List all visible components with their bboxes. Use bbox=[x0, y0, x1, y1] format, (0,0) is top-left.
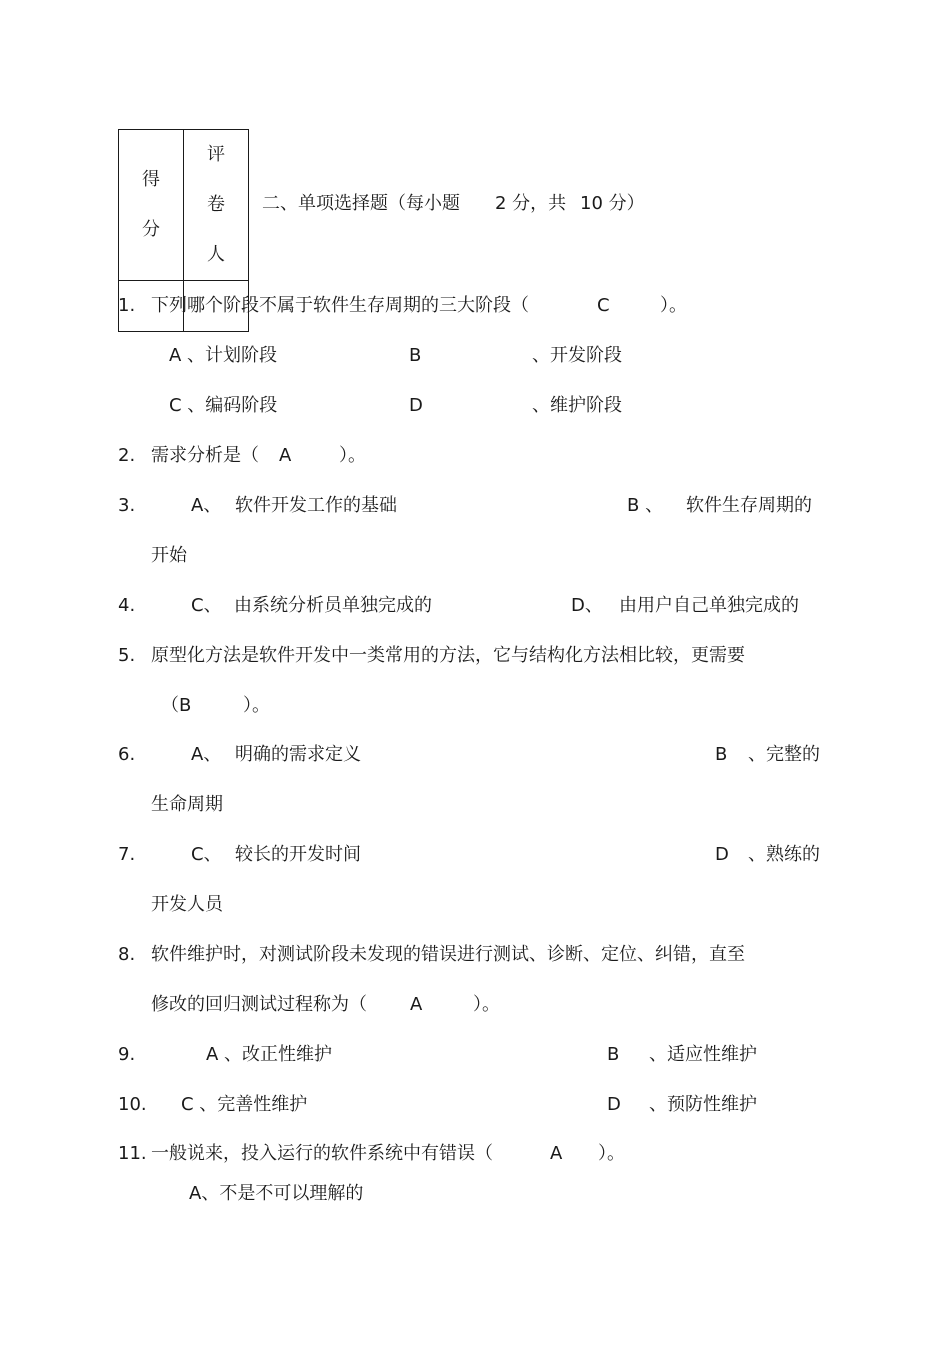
option-d-letter: D bbox=[607, 1094, 621, 1115]
question-number: 10. bbox=[118, 1094, 147, 1115]
option-b-text: 、开发阶段 bbox=[532, 345, 622, 366]
answer: （B bbox=[161, 695, 192, 716]
option-d-letter: D bbox=[715, 844, 729, 865]
question-number: 11. bbox=[118, 1143, 147, 1164]
option-c-text: 较长的开发时间 bbox=[235, 844, 361, 865]
section-total: 10 分） bbox=[580, 193, 645, 214]
question-text: 下列哪个阶段不属于软件生存周期的三大阶段（ bbox=[151, 295, 529, 316]
option-d-text: 、熟练的 bbox=[748, 844, 820, 865]
option-b-letter: B bbox=[607, 1044, 620, 1065]
question-number: 2. bbox=[118, 445, 136, 466]
option-d-letter: D、 bbox=[571, 595, 603, 616]
answer: A bbox=[550, 1143, 563, 1164]
option-c-text: 由系统分析员单独完成的 bbox=[234, 595, 432, 616]
option-b-text: 、完整的 bbox=[748, 744, 820, 765]
question-end: ）。 bbox=[473, 994, 500, 1015]
option-d-text: 、维护阶段 bbox=[532, 395, 622, 416]
option-a-letter: A、 bbox=[191, 744, 222, 765]
question-number: 4. bbox=[118, 595, 136, 616]
question-number: 8. bbox=[118, 944, 136, 965]
option-a-text: 明确的需求定义 bbox=[235, 744, 361, 765]
question-text-continued: 修改的回归测试过程称为（ bbox=[151, 994, 367, 1015]
option-a: A 、计划阶段 bbox=[169, 345, 278, 366]
section-points: 2 分，共 bbox=[495, 193, 567, 214]
score-header-cell bbox=[119, 130, 184, 281]
option-c: C 、完善性维护 bbox=[181, 1094, 308, 1115]
option-d-text: 、预防性维护 bbox=[649, 1094, 757, 1115]
question-end: ）。 bbox=[660, 295, 687, 316]
section-title: 二、单项选择题（每小题 bbox=[262, 193, 460, 214]
grader-header-cell bbox=[184, 130, 249, 281]
question-end: ）。 bbox=[339, 445, 366, 466]
option-continuation: 生命周期 bbox=[151, 794, 223, 815]
question-end: ）。 bbox=[598, 1143, 625, 1164]
option-c-letter: C、 bbox=[191, 844, 222, 865]
option-a-letter: A、 bbox=[191, 495, 222, 516]
question-number: 3. bbox=[118, 495, 136, 516]
option-a: A 、改正性维护 bbox=[206, 1044, 333, 1065]
question-number: 9. bbox=[118, 1044, 136, 1065]
question-end: ）。 bbox=[243, 695, 270, 716]
question-text: 一般说来，投入运行的软件系统中有错误（ bbox=[151, 1143, 493, 1164]
option-a-text: 软件开发工作的基础 bbox=[235, 495, 397, 516]
answer: A bbox=[410, 994, 423, 1015]
option-d-text: 由用户自己单独完成的 bbox=[619, 595, 799, 616]
option-c-letter: C、 bbox=[191, 595, 222, 616]
answer: A bbox=[279, 445, 292, 466]
option-c: C 、编码阶段 bbox=[169, 395, 278, 416]
question-text: 需求分析是（ bbox=[151, 445, 259, 466]
answer: C bbox=[597, 295, 610, 316]
option-b-letter: B bbox=[715, 744, 728, 765]
option-b-letter: B 、 bbox=[627, 495, 664, 516]
option-b-letter: B bbox=[409, 345, 422, 366]
question-number: 7. bbox=[118, 844, 136, 865]
question-text: 软件维护时，对测试阶段未发现的错误进行测试、诊断、定位、纠错，直至 bbox=[151, 944, 745, 965]
question-text: 原型化方法是软件开发中一类常用的方法，它与结构化方法相比较，更需要 bbox=[151, 645, 745, 666]
grader-label: 评卷人 bbox=[207, 144, 225, 265]
option-b-text: 软件生存周期的 bbox=[686, 495, 812, 516]
option-b-text: 、适应性维护 bbox=[649, 1044, 757, 1065]
question-number: 5. bbox=[118, 645, 136, 666]
option-d-letter: D bbox=[409, 395, 423, 416]
option-continuation: 开始 bbox=[151, 545, 187, 566]
option-continuation: 开发人员 bbox=[151, 894, 223, 915]
question-number: 1. bbox=[118, 295, 136, 316]
option-a: A、不是不可以理解的 bbox=[189, 1183, 364, 1204]
score-label: 得分 bbox=[142, 169, 160, 240]
question-number: 6. bbox=[118, 744, 136, 765]
